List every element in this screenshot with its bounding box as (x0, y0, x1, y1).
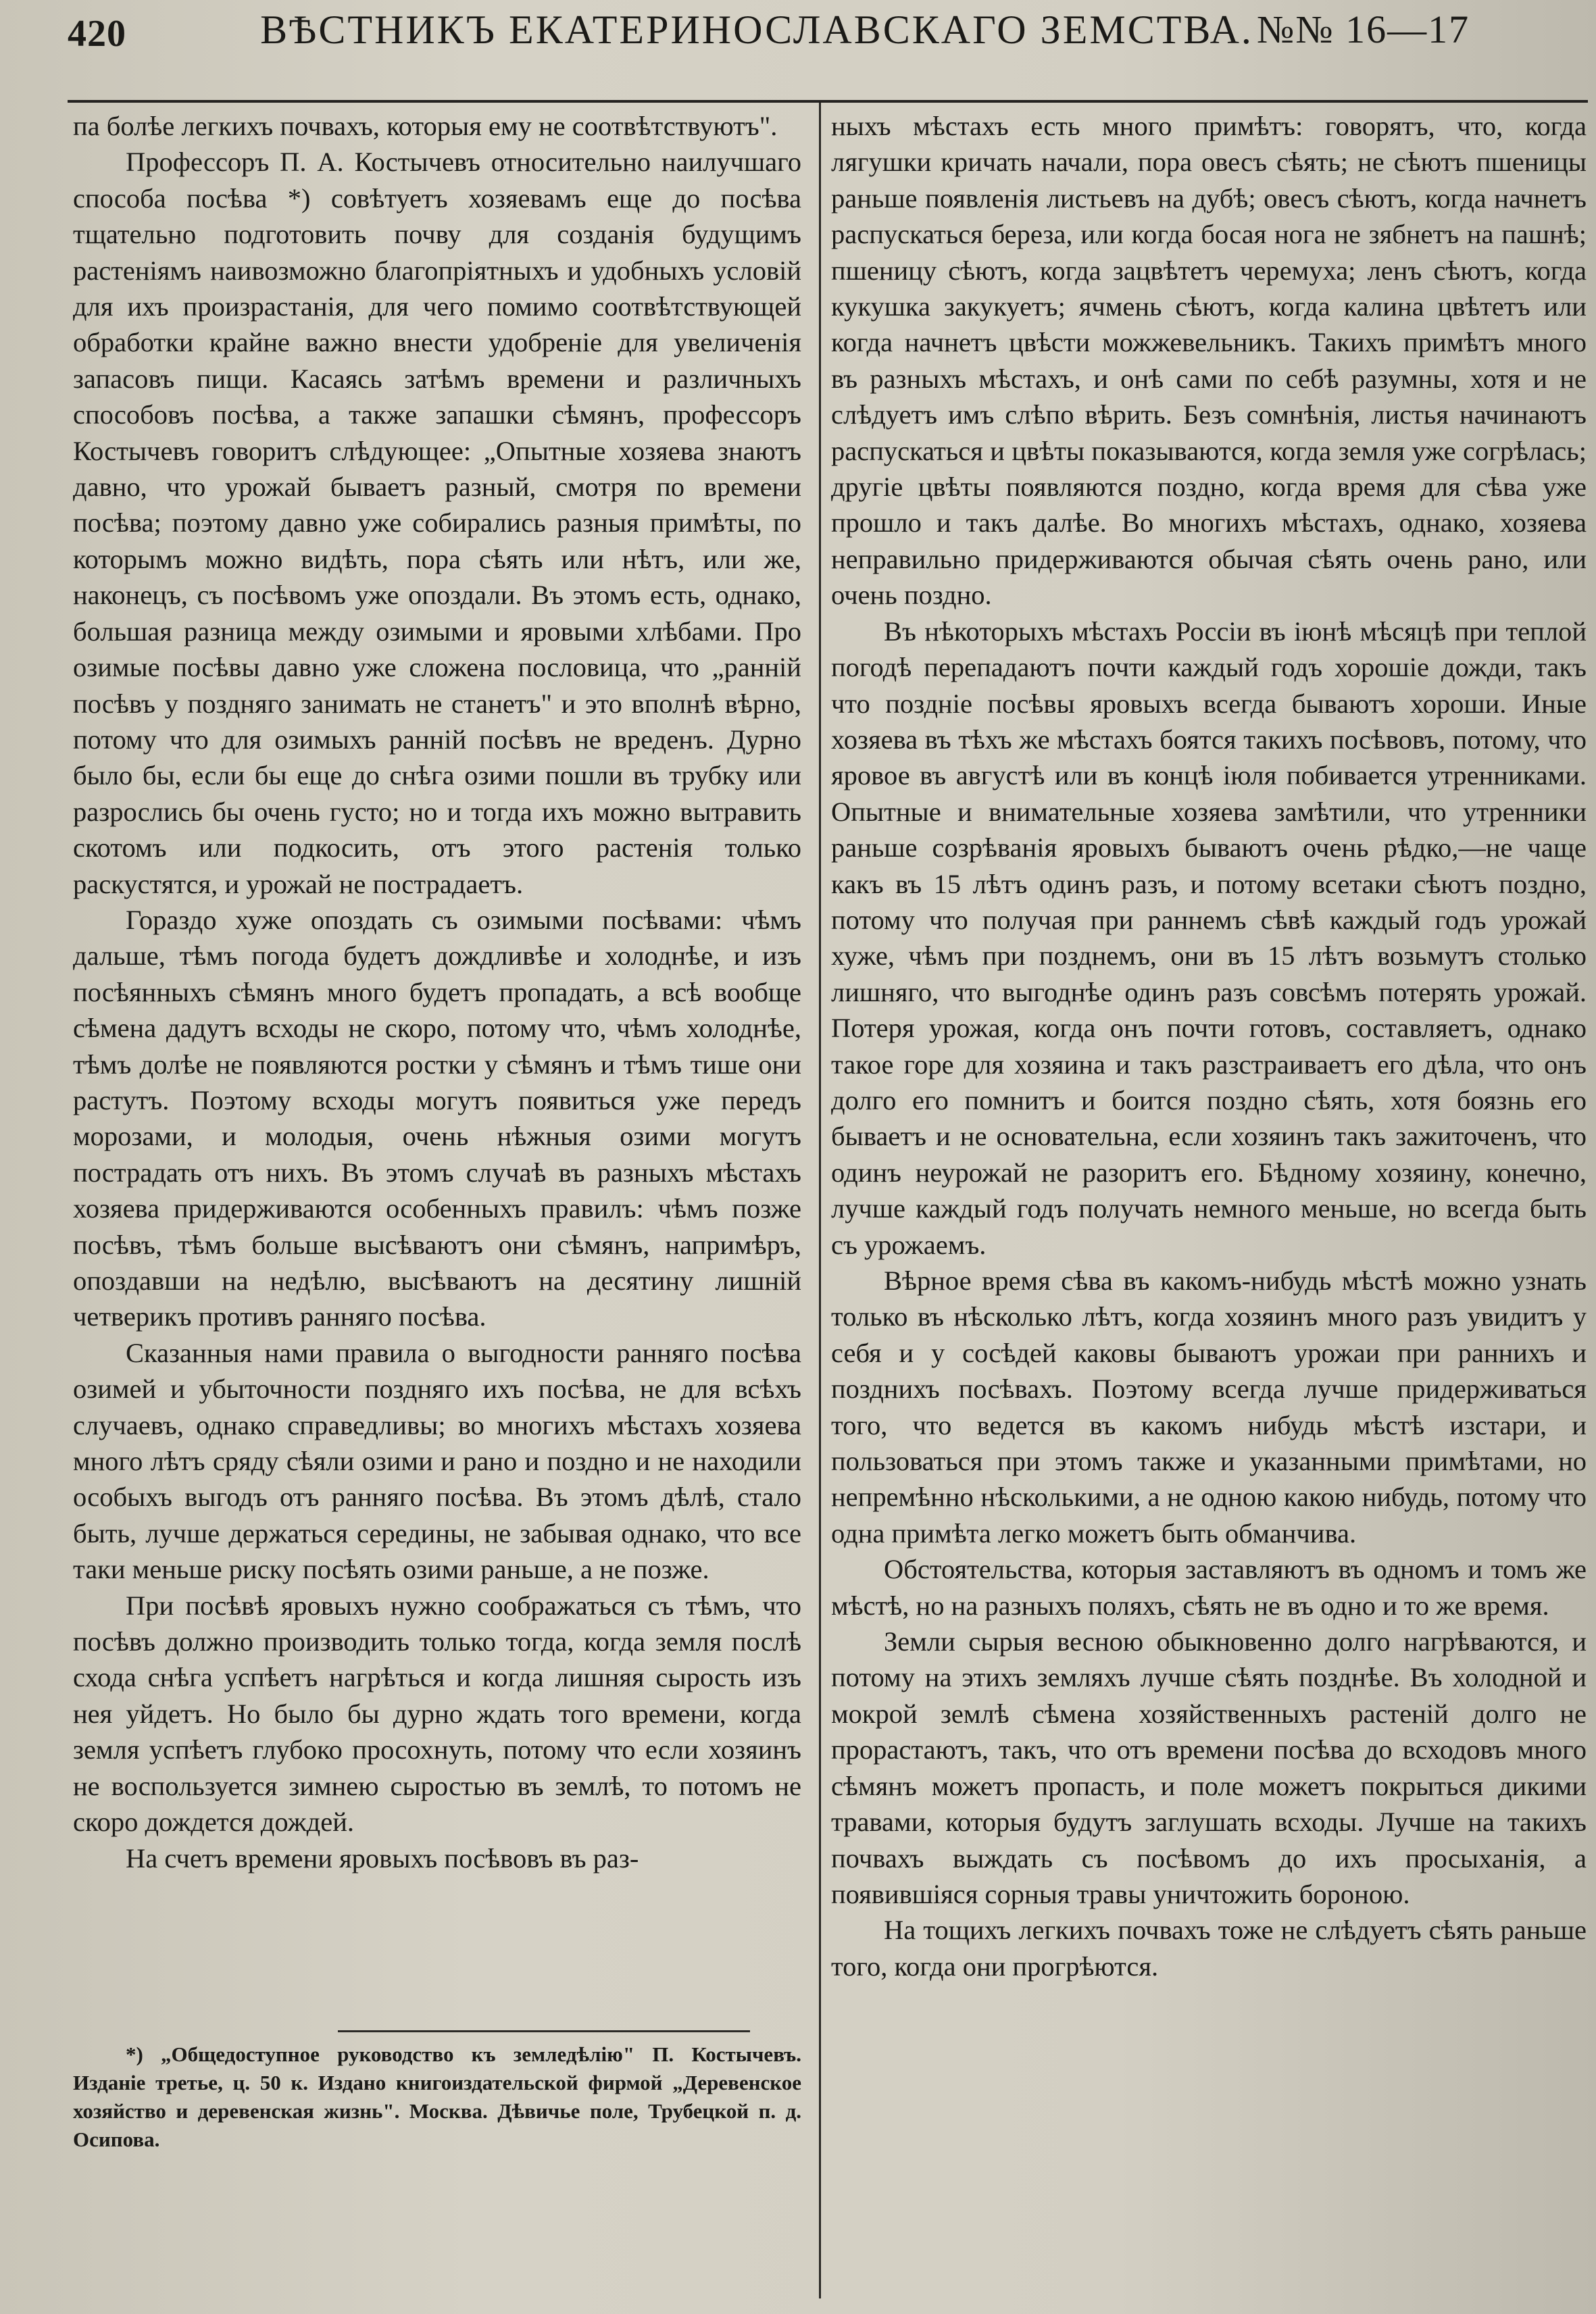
journal-title: ВѢСТНИКЪ ЕКАТЕРИНОСЛАВСКАГО ЗЕМСТВА. (260, 7, 1253, 52)
issue-number: №№ 16—17 (1257, 7, 1470, 51)
paragraph: Земли сырыя весною обыкновенно долго нагрѣваются, и потому на этихъ земляхъ лучше сѣять позднѣе. Въ холодной и мокрой землѣ сѣмена хозяйственныхъ растеній долго не прорастаютъ, такъ, что отъ времени посѣва до всходовъ много сѣмянъ можетъ пропасть, и поле можетъ покрыться дикими травами, которыя будутъ заглушать всходы. Лучше на такихъ почвахъ выждать съ посѣвомъ до ихъ просыханія, а появившіяся сорныя травы уничтожить бороною. (831, 1626, 1587, 1909)
paragraph: На тощихъ легкихъ почвахъ тоже не слѣдуетъ сѣять раньше того, когда они прогрѣются. (831, 1915, 1587, 1982)
paragraph: Профессоръ П. А. Костычевъ относительно наилучшаго способа посѣва *) совѣтуетъ хозяевамъ еще до посѣва тщательно подготовить почву для созданія будущимъ растеніямъ наивозможно благопріятныхъ и удобныхъ условій для ихъ произрастанія, для чего помимо соотвѣтствующей обработки крайне важно внести удобреніе для увеличенія запасовъ пищи. Касаясь затѣмъ времени и различныхъ способовъ посѣва, а также запашки сѣмянъ, профессоръ Костычевъ говоритъ слѣдующее: „Опытные хозяева знаютъ давно, что урожай бываетъ разный, смотря по времени посѣва; поэтому давно уже собирались разныя примѣты, по которымъ можно видѣть, пора сѣять или нѣтъ, или же, наконецъ, съ посѣвомъ уже опоздали. Въ этомъ есть, однако, большая разница между озимыми и яровыми хлѣбами. Про озимые посѣвы давно уже сложена пословица, что „ранній посѣвъ у поздняго занимать не станетъ" и это вполнѣ вѣрно, потому что для озимыхъ ранній посѣвъ не вреденъ. Дурно было бы, если бы еще до снѣга озими пошли въ трубку или разрослись бы очень густо; но и тогда ихъ можно вытравить скотомъ или подкосить, отъ этого растенія только раскустятся, и урожай не пострадаетъ. (73, 147, 801, 899)
page-number: 420 (68, 13, 126, 55)
footnote-rule (338, 2030, 750, 2032)
paragraph: Гораздо хуже опоздать съ озимыми посѣвами: чѣмъ дальше, тѣмъ погода будетъ дождливѣе и холоднѣе, и изъ посѣянныхъ сѣмянъ много будетъ пропадать, а всѣ вообще сѣмена дадутъ всходы не скоро, потому что, чѣмъ холоднѣе, тѣмъ долѣе не появляются ростки у сѣмянъ и тѣмъ тише они растутъ. Поэтому всходы могутъ появиться уже передъ морозами, и молодыя, очень нѣжныя озими могутъ пострадать отъ нихъ. Въ этомъ случаѣ въ разныхъ мѣстахъ хозяева придерживаются особенныхъ правилъ: чѣмъ позже посѣвъ, тѣмъ больше высѣваютъ они сѣмянъ, напримѣръ, опоздавши на недѣлю, высѣваютъ на десятину лишній четверикъ противъ ранняго посѣва. (73, 904, 801, 1332)
paragraph: Въ нѣкоторыхъ мѣстахъ Россіи въ іюнѣ мѣсяцѣ при теплой погодѣ перепадаютъ почти каждый годъ хорошіе дожди, такъ что поздніе посѣвы яровыхъ всегда бываютъ хороши. Иные хозяева въ тѣхъ же мѣстахъ боятся такихъ посѣвовъ, потому, что яровое въ августѣ или въ концѣ іюля побивается утренниками. Опытные и внимательные хозяева замѣтили, что утренники раньше созрѣванія яровыхъ бываютъ очень рѣдко,—не чаще какъ въ 15 лѣтъ одинъ разъ, и потому всетаки сѣютъ поздно, потому что получая при раннемъ сѣвѣ каждый годъ урожай хуже, чѣмъ при позднемъ, они въ 15 лѣтъ возьмутъ столько лишняго, что выгоднѣе одинъ разъ совсѣмъ потерять урожай. Потеря урожая, когда онъ почти готовъ, составляетъ, однако такое горе для хозяина и такъ разстраиваетъ его дѣла, что онъ долго его помнитъ и боится поздно сѣять, хотя боязнь его бываетъ и не основательна, если хозяинъ такъ зажиточенъ, что одинъ неурожай не разоритъ его. Бѣдному хозяину, конечно, лучше каждый годъ получать немного меньше, но всегда быть съ урожаемъ. (831, 615, 1587, 1260)
paragraph: На счетъ времени яровыхъ посѣвовъ въ раз- (126, 1842, 639, 1873)
paragraph: При посѣвѣ яровыхъ нужно соображаться съ тѣмъ, что посѣвъ должно производить только тогда, когда земля послѣ схода снѣга успѣетъ нагрѣться и когда лишняя сырость изъ нея уйдетъ. Но было бы дурно ждать того времени, когда земля успѣетъ глубоко просохнуть, потому что если хозяинъ не воспользуется зимнею сыростью въ землѣ, то потомъ не скоро дождется дождей. (73, 1590, 801, 1838)
section-heading: Обстоятельства, которыя заставляютъ въ одномъ и томъ же мѣстѣ, но на разныхъ поляхъ, сѣять не въ одно и то же время. (831, 1554, 1587, 1621)
paragraph: Вѣрное время сѣва въ какомъ-нибудь мѣстѣ можно узнать только въ нѣсколько лѣтъ, когда хозяинъ много разъ увидитъ у себя и у сосѣдей каковы бываютъ урожаи при раннихъ и позднихъ посѣвахъ. Поэтому всегда лучше придерживаться того, что ведется въ какомъ нибудь мѣстѣ изстари, и пользоваться при этомъ также и указанными примѣтами, но непремѣнно нѣсколькими, а не одною какою нибудь, потому что одна примѣта легко можетъ быть обманчива. (831, 1265, 1587, 1549)
paragraph: ныхъ мѣстахъ есть много примѣтъ: говорятъ, что, когда лягушки кричать начали, пора овесъ сѣять; не сѣютъ пшеницы раньше появленія листьевъ на дубѣ; овесъ сѣютъ, когда начнетъ распускаться береза, или когда босая нога не зябнетъ на пашнѣ; пшеницу сѣютъ, когда зацвѣтетъ черемуха; ленъ сѣютъ, когда кукушка закукуетъ; ячмень сѣютъ, когда калина цвѣтетъ или когда начнетъ цвѣсти можжевельникъ. Такихъ примѣтъ много въ разныхъ мѣстахъ, и онѣ сами по себѣ разумны, хотя и не слѣдуетъ имъ слѣпо вѣрить. Безъ сомнѣнія, листья начинаютъ распускаться и цвѣты показываются, когда земля уже согрѣлась; другіе цвѣты появляются поздно, когда время для сѣва уже прошло и такъ далѣе. Во многихъ мѣстахъ, однако, хозяева неправильно придерживаются обычая сѣять очень рано, или очень поздно. (831, 111, 1587, 611)
column-divider (819, 103, 821, 2298)
left-column (73, 108, 801, 1876)
right-column (831, 108, 1587, 1984)
footnote (73, 2040, 801, 2154)
footnote-text: *) „Общедоступное руководство къ земледѣлію" П. Костычевъ. Изданіе третье, ц. 50 к. Издано книгоиздательской фирмой „Деревенское хозяйство и деревенская жизнь". Москва. Дѣвичье поле, Трубецкой п. д. Осипова. (73, 2042, 801, 2151)
paragraph: Сказанныя нами правила о выгодности ранняго посѣва озимей и убыточности поздняго ихъ посѣва, не для всѣхъ случаевъ, однако справедливы; во многихъ мѣстахъ хозяева много лѣтъ сряду сѣяли озими и рано и поздно и не находили особыхъ выгодъ отъ ранняго посѣва. Въ этомъ дѣлѣ, стало быть, лучше держаться середины, не забывая однако, что все таки меньше риску посѣять озими раньше, а не позже. (73, 1337, 801, 1585)
header-rule (68, 100, 1588, 103)
paragraph: па болѣе легкихъ почвахъ, которыя ему не соотвѣтствуютъ". (73, 111, 778, 141)
